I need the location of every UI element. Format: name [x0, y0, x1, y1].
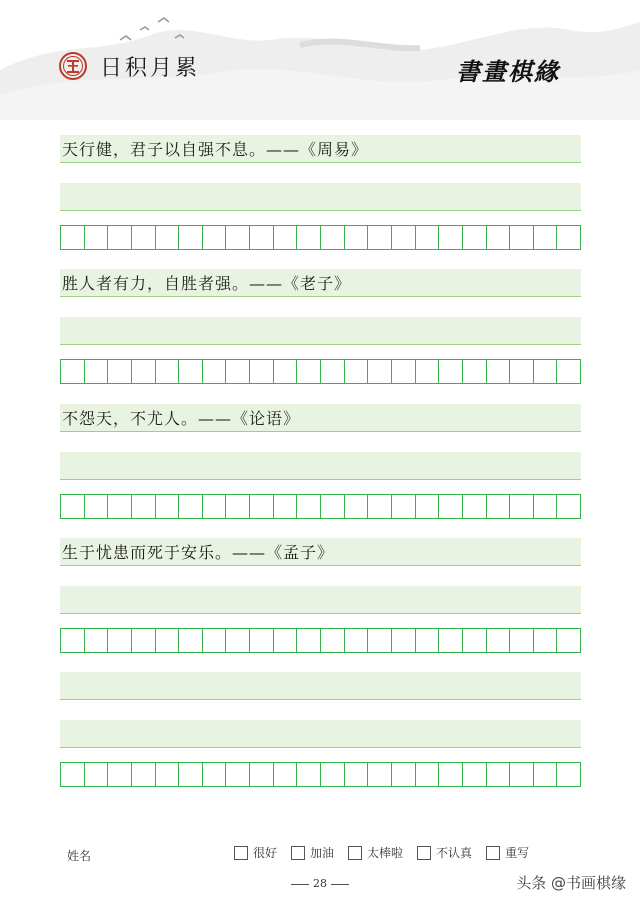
grid-cell [249, 359, 273, 384]
grid-cell [131, 359, 155, 384]
quote-text: 胜人者有力，自胜者强。——《老子》 [62, 274, 352, 293]
grid-cell [202, 494, 226, 519]
grid-cell [296, 494, 320, 519]
rating-label: 重写 [505, 846, 530, 860]
rating-label: 太棒啦 [367, 846, 404, 860]
grid-cell [438, 359, 462, 384]
text-line [60, 404, 581, 432]
grid-cell [225, 494, 249, 519]
grid-cell [344, 494, 368, 519]
grid-cell [273, 225, 297, 250]
rating-label: 不认真 [436, 846, 473, 860]
grid-cell [509, 762, 533, 787]
grid-cell [60, 359, 84, 384]
grid-cell [131, 494, 155, 519]
grid-cell [155, 762, 179, 787]
grid-cell [60, 225, 84, 250]
grid-cell [367, 359, 391, 384]
grid-cell [202, 225, 226, 250]
grid-cell [415, 359, 439, 384]
grid-cell [296, 628, 320, 653]
text-line [60, 135, 581, 163]
grid-cell [225, 225, 249, 250]
text-line [60, 538, 581, 566]
grid-cell [155, 494, 179, 519]
grid-cell [391, 225, 415, 250]
grid-cell [84, 494, 108, 519]
grid-cell [273, 359, 297, 384]
grid-cell [155, 359, 179, 384]
grid-cell [273, 628, 297, 653]
grid-cell [273, 494, 297, 519]
grid-cell [533, 494, 557, 519]
grid-cell [415, 494, 439, 519]
blank-practice-line [60, 672, 581, 700]
tracing-line [60, 586, 581, 614]
grid-cell [178, 628, 202, 653]
grid-cell [367, 494, 391, 519]
grid-cell [320, 762, 344, 787]
grid-cell [273, 762, 297, 787]
rating-label: 加油 [310, 846, 335, 860]
grid-cell [509, 628, 533, 653]
grid-cell [84, 628, 108, 653]
grid-cell [509, 225, 533, 250]
tracing-line [60, 452, 581, 480]
grid-cell [249, 225, 273, 250]
grid-cell [131, 762, 155, 787]
grid-cell [107, 494, 131, 519]
grid-cell [344, 225, 368, 250]
grid-cell [438, 762, 462, 787]
grid-cell [486, 225, 510, 250]
grid-cell [296, 359, 320, 384]
name-label: 姓名 [67, 849, 92, 863]
grid-cell [84, 359, 108, 384]
grid-cell [225, 359, 249, 384]
grid-cell [556, 628, 581, 653]
grid-cell [556, 494, 581, 519]
rating-options [234, 844, 543, 861]
grid-cell [486, 359, 510, 384]
grid-cell [107, 762, 131, 787]
grid-cell [344, 762, 368, 787]
rating-checkbox[interactable] [234, 846, 248, 860]
grid-cell [462, 225, 486, 250]
grid-cell [486, 762, 510, 787]
rating-checkbox[interactable] [486, 846, 500, 860]
seal-logo-icon [58, 51, 88, 81]
grid-cell [202, 628, 226, 653]
page-number-value: 28 [313, 877, 327, 890]
writing-grid [60, 762, 581, 787]
rating-option[interactable] [291, 844, 334, 861]
rating-option[interactable] [486, 844, 529, 861]
rating-checkbox[interactable] [417, 846, 431, 860]
grid-cell [486, 628, 510, 653]
grid-cell [60, 762, 84, 787]
grid-cell [155, 628, 179, 653]
grid-cell [344, 359, 368, 384]
tracing-line [60, 720, 581, 748]
grid-cell [462, 628, 486, 653]
grid-cell [320, 628, 344, 653]
grid-cell [131, 225, 155, 250]
grid-cell [296, 762, 320, 787]
grid-cell [391, 359, 415, 384]
grid-cell [367, 628, 391, 653]
grid-cell [178, 762, 202, 787]
grid-cell [225, 628, 249, 653]
grid-cell [178, 494, 202, 519]
grid-cell [320, 225, 344, 250]
writing-grid [60, 628, 581, 653]
grid-cell [155, 225, 179, 250]
rating-checkbox[interactable] [291, 846, 305, 860]
page-title: 日积月累 [100, 55, 201, 81]
grid-cell [367, 762, 391, 787]
grid-cell [60, 494, 84, 519]
header-left [58, 50, 200, 82]
grid-cell [84, 225, 108, 250]
grid-cell [60, 628, 84, 653]
writing-grid [60, 494, 581, 519]
grid-cell [391, 628, 415, 653]
quote-text: 天行健，君子以自强不息。——《周易》 [62, 140, 369, 159]
grid-cell [438, 628, 462, 653]
grid-cell [84, 762, 108, 787]
grid-cell [202, 762, 226, 787]
tracing-line [60, 183, 581, 211]
grid-cell [438, 225, 462, 250]
grid-cell [462, 494, 486, 519]
grid-cell [225, 762, 249, 787]
grid-cell [344, 628, 368, 653]
tracing-line [60, 317, 581, 345]
rating-label: 很好 [253, 846, 278, 860]
grid-cell [107, 628, 131, 653]
grid-cell [509, 359, 533, 384]
grid-cell [438, 494, 462, 519]
writing-grid [60, 359, 581, 384]
watermark: 头条 @书画棋缘 [516, 874, 626, 892]
grid-cell [107, 359, 131, 384]
grid-cell [533, 225, 557, 250]
rating-option[interactable] [348, 844, 403, 861]
text-line [60, 269, 581, 297]
rating-option[interactable] [234, 844, 277, 861]
brand-title: 書畫棋緣 [456, 57, 560, 86]
grid-cell [249, 628, 273, 653]
grid-cell [320, 494, 344, 519]
grid-cell [533, 762, 557, 787]
grid-cell [556, 762, 581, 787]
grid-cell [178, 225, 202, 250]
grid-cell [131, 628, 155, 653]
footer [0, 843, 640, 865]
grid-cell [533, 628, 557, 653]
grid-cell [367, 225, 391, 250]
grid-cell [509, 494, 533, 519]
grid-cell [296, 225, 320, 250]
grid-cell [249, 762, 273, 787]
grid-cell [202, 359, 226, 384]
grid-cell [486, 494, 510, 519]
writing-grid [60, 225, 581, 250]
grid-cell [556, 359, 581, 384]
grid-cell [415, 762, 439, 787]
grid-cell [415, 225, 439, 250]
quote-text: 生于忧患而死于安乐。——《孟子》 [62, 543, 335, 562]
grid-cell [415, 628, 439, 653]
grid-cell [391, 762, 415, 787]
grid-cell [107, 225, 131, 250]
grid-cell [178, 359, 202, 384]
rating-checkbox[interactable] [348, 846, 362, 860]
quote-text: 不怨天，不尤人。——《论语》 [62, 409, 301, 428]
rating-option[interactable] [417, 844, 472, 861]
grid-cell [533, 359, 557, 384]
grid-cell [462, 762, 486, 787]
grid-cell [556, 225, 581, 250]
grid-cell [249, 494, 273, 519]
grid-cell [462, 359, 486, 384]
grid-cell [391, 494, 415, 519]
grid-cell [320, 359, 344, 384]
